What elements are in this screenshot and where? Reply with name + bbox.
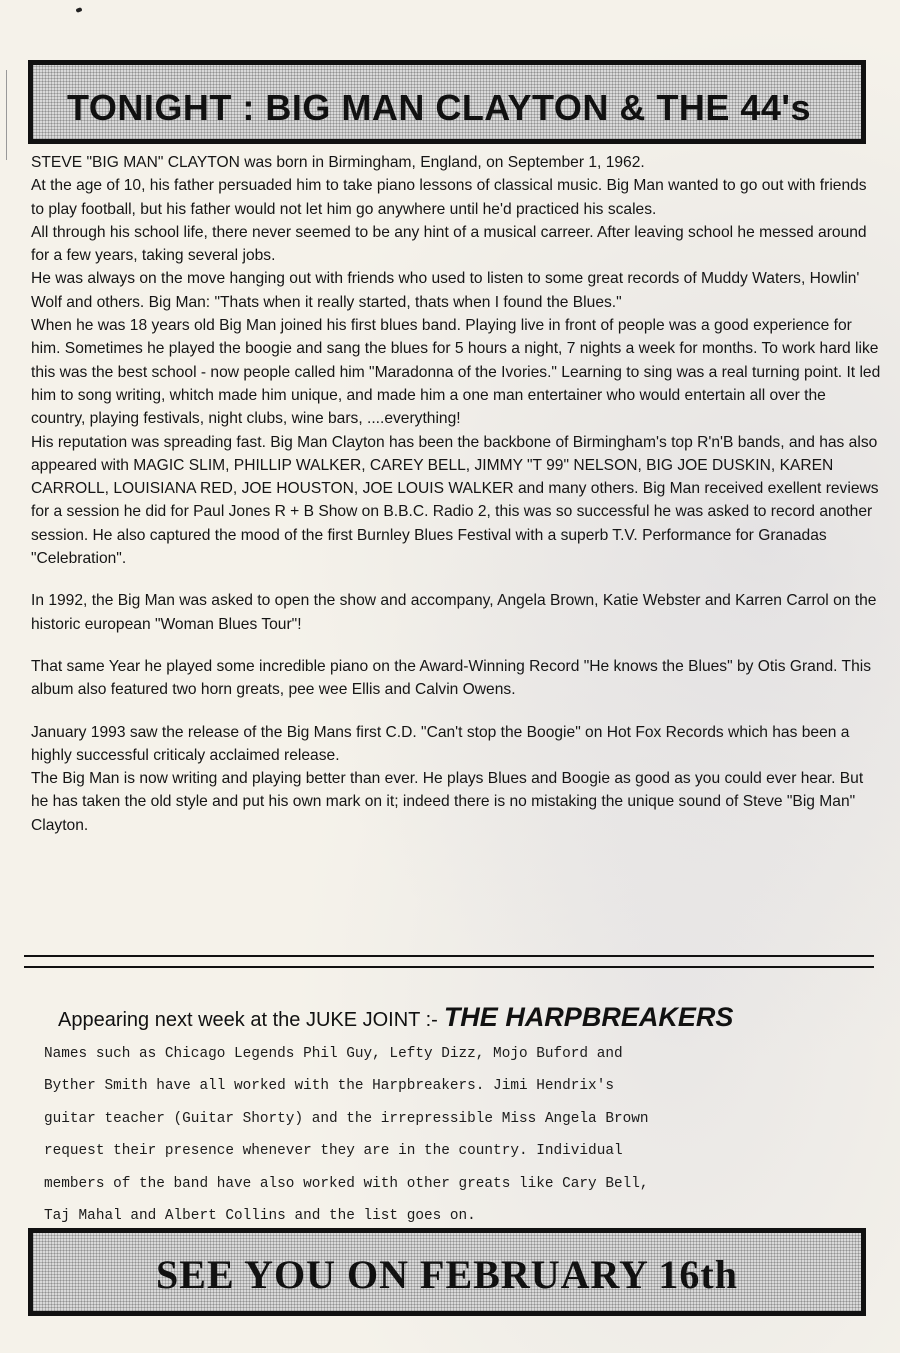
paragraph: When he was 18 years old Big Man joined his first blues band. Playing live in front of people was a good experience for him. Sometimes he played the boogie and sang the blues for 5 hours a night, 7 nights a week for months. To work hard like this was the best school - now people called him "Maradonna of the Ivories." Learning to sing was a real turning point. It led him to song writing, whitch made him unique, and made him a one man entertainer who would entertain all over the country, playing festivals, night clubs, wine bars, ....everything!: [31, 317, 881, 428]
next-week-lead: Appearing next week at the JUKE JOINT :-: [58, 1009, 438, 1031]
next-week-heading: [58, 1002, 858, 1033]
description-line: Taj Mahal and Albert Collins and the list goes on.: [44, 1208, 476, 1225]
next-week-description: [44, 1038, 804, 1232]
paragraph: His reputation was spreading fast. Big Man Clayton has been the backbone of Birmingham's top R'n'B bands, and has also appeared with MAGIC SLIM, PHILLIP WALKER, CAREY BELL, JIMMY "T 99" NELSON, BIG JOE DUSKIN, KAREN CARROLL, LOUISIANA RED, JOE HOUSTON, JOE LOUIS WALKER and many others. Big Man received exellent reviews for a session he did for Paul Jones R + B Show on B.B.C. Radio 2, this was so successful he was asked to record another session. He also captured the mood of the first Burnley Blues Festival with a superb T.V. Performance for Granadas "Celebration".: [31, 433, 879, 568]
pen-mark: [75, 7, 82, 13]
description-line: guitar teacher (Guitar Shorty) and the irrepressible Miss Angela Brown: [44, 1110, 649, 1127]
description-line: Names such as Chicago Legends Phil Guy, Lefty Dizz, Mojo Buford and: [44, 1046, 623, 1062]
paragraph: In 1992, the Big Man was asked to open the show and accompany, Angela Brown, Katie Webster and Karren Carrol on the historic european "Woman Blues Tour"!: [31, 592, 877, 633]
footer-banner: [28, 1228, 866, 1316]
paragraph: January 1993 saw the release of the Big Mans first C.D. "Can't stop the Boogie" on Hot Fox Records which has been a highly successful criticaly acclaimed release.: [31, 723, 850, 764]
header-banner: [28, 60, 866, 144]
paragraph: STEVE "BIG MAN" CLAYTON was born in Birmingham, England, on September 1, 1962.: [31, 154, 645, 171]
header-title: TONIGHT : BIG MAN CLAYTON & THE 44's: [67, 87, 811, 128]
paragraph: All through his school life, there never seemed to be any hint of a musical carreer. After leaving school he messed around for a few years, taking several jobs.: [31, 223, 867, 265]
paragraph: He was always on the move hanging out with friends who used to listen to some great records of Muddy Waters, Howlin' Wolf and others. Big Man: "Thats when it really started, thats when I found the Blues.": [31, 270, 860, 311]
biography-text: [31, 151, 881, 837]
description-line: members of the band have also worked with other greats like Cary Bell,: [44, 1175, 649, 1192]
paragraph: At the age of 10, his father persuaded him to take piano lessons of classical music. Big Man wanted to go out with friends to play football, but his father would not let him go anywhere until he'd practiced his scales.: [31, 177, 867, 218]
paper-edge: [0, 70, 7, 160]
divider-line: [24, 955, 874, 957]
footer-title: SEE YOU ON FEBRUARY 16th: [156, 1252, 738, 1297]
paragraph: The Big Man is now writing and playing better than ever. He plays Blues and Boogie as good as you could ever hear. But he has taken the old style and put his own mark on it; indeed there is no mistaking the unique sound of Steve "Big Man" Clayton.: [31, 770, 864, 834]
divider-line: [24, 966, 874, 968]
description-line: request their presence whenever they are in the country. Individual: [44, 1143, 623, 1160]
next-week-band: THE HARPBREAKERS: [443, 1002, 734, 1032]
paragraph: That same Year he played some incredible piano on the Award-Winning Record "He knows the Blues" by Otis Grand. This album also featured two horn greats, pee wee Ellis and Calvin Owens.: [31, 657, 872, 699]
description-line: Byther Smith have all worked with the Harpbreakers. Jimi Hendrix's: [44, 1078, 614, 1095]
